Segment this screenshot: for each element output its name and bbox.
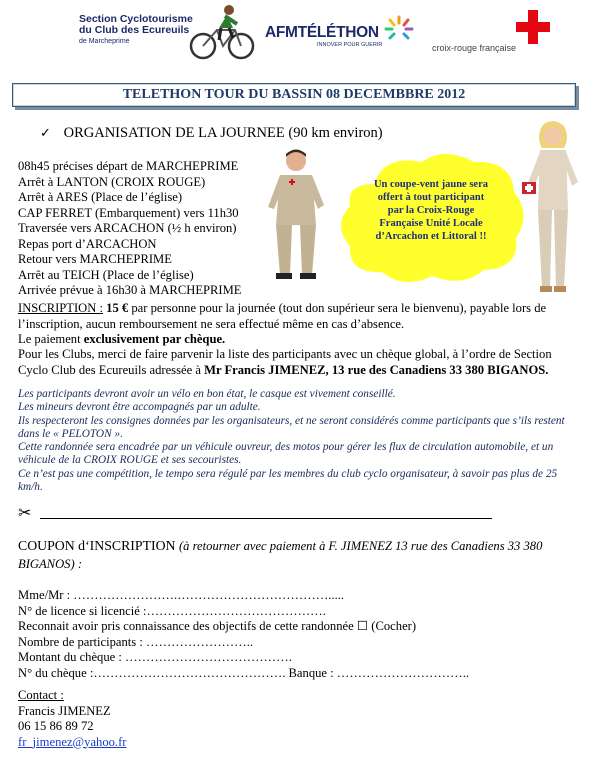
cloud-line: Un coupe-vent jaune sera (373, 179, 489, 190)
itinerary-item: Arrêt à LANTON (CROIX ROUGE) (18, 174, 206, 189)
cloud-line: Française Unité Locale (379, 218, 483, 229)
contact-phone: 06 15 86 89 72 (18, 719, 94, 733)
red-cross-volunteer-man-image (262, 145, 330, 285)
inscription-label: INSCRIPTION : (18, 301, 104, 315)
cyclist-icon (189, 2, 255, 62)
afm-telethon-wordmark: AFMTÉLÉTHON (265, 24, 379, 41)
payment-line (18, 332, 570, 348)
coupon-colon: : (74, 557, 83, 571)
itinerary-item: Retour vers MARCHEPRIME (18, 252, 172, 266)
coupon-heading (18, 537, 573, 573)
itinerary-item: Repas port d’ARCACHON (18, 236, 157, 251)
clubs-address: Mr Francis JIMENEZ, 13 rue des Canadiens 33 380 BIGANOS. (204, 362, 549, 377)
contact-block (18, 688, 126, 750)
cyclo-club-text (79, 14, 193, 47)
cyclo-club-logo (75, 2, 255, 64)
rule-item: Cette randonnée sera encadrée par un véhicule ouvreur, des motos pour gérer les flux de circulation automobile, et un véhicule de la CROIX ROUGE et ses secouristes. (18, 441, 554, 467)
clubs-paragraph (18, 347, 570, 378)
cyclo-line-1: Section Cyclotourisme (79, 13, 193, 25)
contact-email-link[interactable]: fr_jimenez@yahoo.fr (18, 734, 127, 749)
name-field[interactable]: Mme/Mr : …………………….………………………………..... (18, 588, 345, 602)
rule-item: Ce n’est pas une compétition, le tempo sera régulé par les membres du club cyclo organisateur, à savoir pas plus de 25 km/h. (18, 467, 558, 494)
licence-number-field[interactable]: N° de licence si licencié :……………………………………. (18, 603, 326, 618)
red-cross-icon (516, 10, 550, 44)
itinerary-item: Arrêt au TEICH (Place de l’église) (18, 267, 194, 282)
payment-bold: exclusivement par chèque. (83, 332, 226, 346)
coupon-note: (à retourner avec paiement à F. JIMENEZ 13 rue des Canadiens 33 380 BIGANOS) (18, 539, 543, 571)
itinerary-list (18, 159, 242, 299)
coupon-title: COUPON d‘INSCRIPTION (18, 538, 176, 553)
rules-block (18, 388, 573, 494)
cut-line-divider (40, 518, 492, 519)
cheque-amount-field[interactable]: Montant du chèque : …………………………………. (18, 650, 292, 665)
inscription-text: par personne pour la journée (tout don supérieur sera le bienvenu), payable lors de l’inscription, aucun remboursement ne sera effectué même en cas d’absence. (18, 301, 547, 331)
clubs-text: Pour les Clubs, merci de faire parvenir la liste des participants avec un chèque global, à l’ordre de Section Cyclo Club des Ecureuils adressée à (18, 347, 552, 377)
organisation-heading (40, 125, 383, 142)
cloud-line: par la Croix-Rouge (387, 205, 475, 216)
croix-rouge-logo (430, 8, 560, 56)
rule-item: Ils respecteront les consignes données par les organisateurs, et ne seront considérés comme participants que s’ils restent dans le « PELOTON ». (18, 414, 565, 440)
croix-rouge-text: croix-rouge française (432, 43, 517, 53)
payment-prefix: Le paiement (18, 332, 84, 346)
rule-item: Les mineurs devront être accompagnés par un adulte. (18, 401, 261, 414)
contact-label: Contact : (18, 688, 64, 702)
sun-burst-icon (383, 14, 415, 46)
cloud-line: d’Arcachon et Littoral !! (375, 231, 487, 242)
inscription-paragraph (18, 301, 570, 332)
registration-form (18, 588, 469, 682)
inscription-price: 15 € (106, 301, 129, 315)
cyclo-line-2: du Club des Ecureuils (79, 24, 190, 36)
cloud-line: offert à tout participant (377, 192, 485, 203)
itinerary-item: 08h45 précises départ de MARCHEPRIME (18, 159, 239, 173)
itinerary-item: Arrêt à ARES (Place de l’église) (18, 190, 183, 204)
checkmark-icon: ✓ (40, 125, 51, 140)
cheque-number-bank-field[interactable]: N° du chèque :………………………………………. Banque : ………………………….. (18, 665, 470, 680)
participants-count-field[interactable]: Nombre de participants : …………………….. (18, 634, 254, 649)
itinerary-item: Arrivée prévue à 16h30 à MARCHEPRIME (18, 283, 242, 297)
organisation-text: ORGANISATION DE LA JOURNEE (90 km environ) (63, 125, 383, 141)
scissors-icon: ✂ (18, 505, 32, 522)
rule-item: Les participants devront avoir un vélo en bon état, le casque est vivement conseillé. (18, 388, 396, 400)
page-title: TELETHON TOUR DU BASSIN 08 DECEMBBRE 2012 (12, 83, 576, 107)
itinerary-item: Traversée vers ARCACHON (½ h environ) (18, 221, 237, 235)
contact-name: Francis JIMENEZ (18, 703, 111, 718)
cloud-callout-text (356, 178, 506, 243)
afm-telethon-logo (265, 10, 415, 52)
red-cross-volunteer-woman-image (520, 118, 584, 298)
cyclo-line-3: de Marcheprime (79, 38, 130, 45)
afm-telethon-tagline: INNOVER POUR GUERIR (317, 42, 383, 48)
acknowledge-checkbox[interactable]: Reconnait avoir pris connaissance des objectifs de cette randonnée ☐ (Cocher) (18, 619, 417, 634)
itinerary-item: CAP FERRET (Embarquement) vers 11h30 (18, 205, 239, 220)
